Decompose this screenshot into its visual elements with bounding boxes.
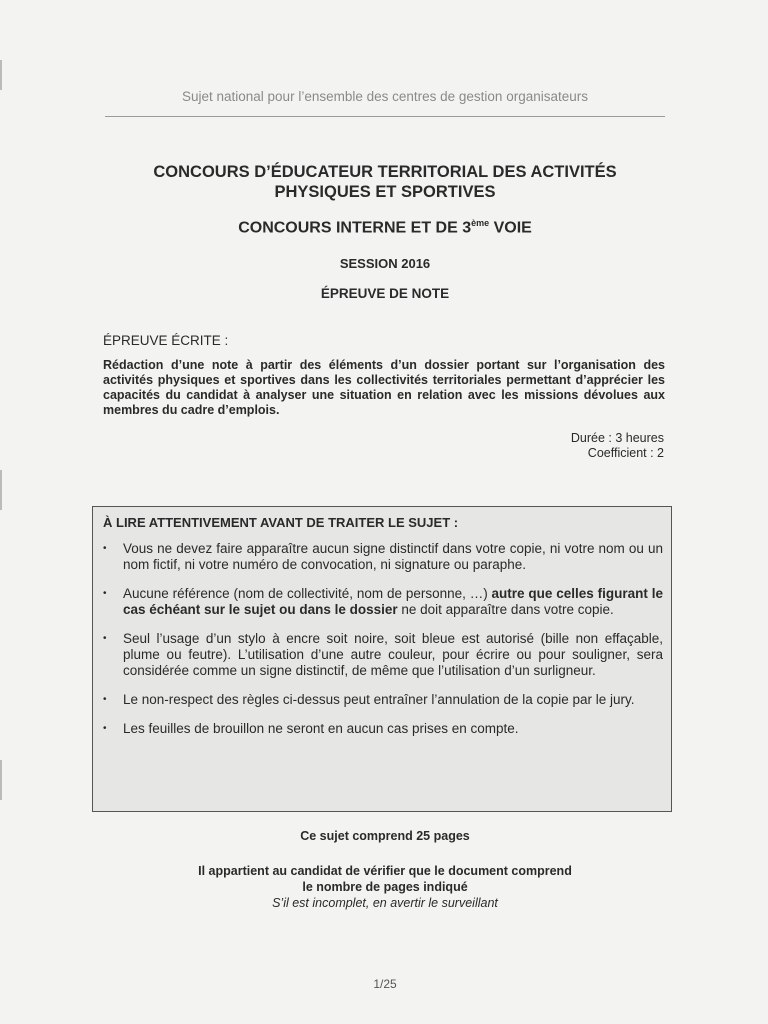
written-exam-label: ÉPREUVE ÉCRITE :	[103, 333, 229, 348]
instruction-text-end: ne doit apparaître dans votre copie.	[397, 602, 614, 617]
instruction-item	[103, 631, 663, 679]
instruction-item	[103, 692, 663, 708]
exam-type-label: ÉPREUVE DE NOTE	[320, 286, 450, 301]
bullet-icon: •	[103, 543, 107, 554]
exam-coefficient: Coefficient : 2	[587, 446, 664, 460]
session-label: SESSION 2016	[339, 256, 431, 271]
verification-note-line-2: le nombre de pages indiqué	[302, 880, 468, 894]
title-line-2: PHYSIQUES ET SPORTIVES	[274, 183, 496, 201]
header-note: Sujet national pour l’ensemble des centres de gestion organisateurs	[181, 89, 588, 104]
instruction-text: Les feuilles de brouillon ne seront en aucun cas prises en compte.	[123, 721, 519, 736]
verification-note-line-3: S’il est incomplet, en avertir le surveillant	[272, 896, 498, 910]
exam-duration: Durée : 3 heures	[570, 431, 664, 445]
instruction-emphasis: autre que celles figurant le cas échéant sur le sujet ou dans le dossier	[123, 586, 663, 617]
instruction-text: Aucune référence (nom de collectivité, nom de personne, …)	[123, 586, 492, 601]
exam-meta	[571, 431, 664, 461]
title-line-1: CONCOURS D’ÉDUCATEUR TERRITORIAL DES ACTIVITÉS	[153, 163, 617, 181]
instruction-item	[103, 721, 663, 737]
scan-edge-mark	[0, 760, 2, 800]
instruction-text: Le non-respect des règles ci-dessus peut entraîner l’annulation de la copie par le jury.	[123, 692, 635, 707]
scan-edge-mark	[0, 470, 2, 510]
bullet-icon: •	[103, 723, 107, 734]
subtitle-superscript: ème	[471, 218, 490, 228]
instruction-item	[103, 541, 663, 573]
instruction-text: Seul l’usage d’un stylo à encre soit noire, soit bleue est autorisé (bille non effaçable, plume ou feutre). L’utilisation d’une autre couleur, pour écrire ou pour souligner, sera considérée comme un signe distinctif, de même que l’utilisation d’un surligneur.	[123, 631, 663, 678]
page-count-note: Ce sujet comprend 25 pages	[300, 829, 470, 843]
page-title	[105, 162, 665, 202]
header-divider	[105, 116, 665, 117]
subtitle-text: CONCOURS INTERNE ET DE 3	[238, 219, 472, 237]
subtitle-text-end: VOIE	[489, 219, 532, 237]
instruction-text: Vous ne devez faire apparaître aucun signe distinctif dans votre copie, ni votre nom ou un nom fictif, ni votre numéro de convocation, ni signature ou paraphe.	[123, 541, 663, 572]
instructions-title: À LIRE ATTENTIVEMENT AVANT DE TRAITER LE SUJET :	[103, 515, 459, 530]
page-number: 1/25	[373, 977, 397, 991]
bullet-icon: •	[103, 694, 107, 705]
bullet-icon: •	[103, 588, 107, 599]
instructions-box	[92, 506, 672, 812]
verification-note-line-1: Il appartient au candidat de vérifier que le document comprend	[198, 864, 572, 878]
written-exam-description: Rédaction d’une note à partir des éléments d’un dossier portant sur l’organisation des activités physiques et sportives dans les collectivités territoriales permettant d’apprécier les capacités du candidat à analyser une situation en relation avec les missions dévolues aux membres du cadre d’emplois.	[103, 358, 665, 417]
instruction-item	[103, 586, 663, 618]
scan-edge-mark	[0, 60, 2, 90]
bullet-icon: •	[103, 633, 107, 644]
page-subtitle	[105, 218, 665, 237]
